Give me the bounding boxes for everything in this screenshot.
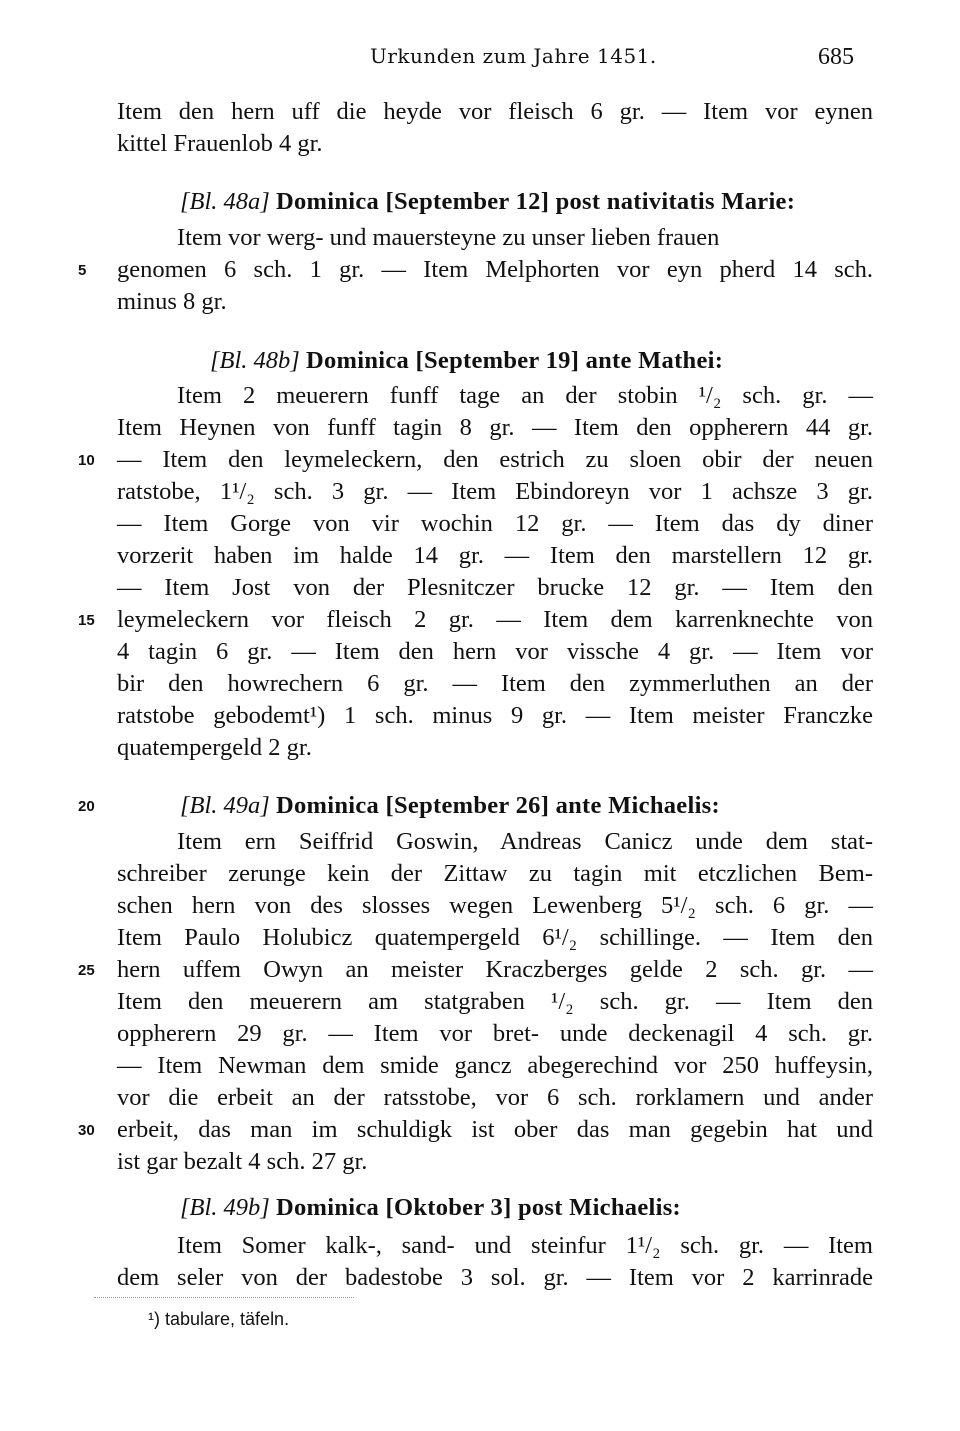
text-line: — Item Jost von der Plesnitczer brucke 12 gr. — Item den <box>117 574 873 601</box>
line-number: 20 <box>78 798 95 815</box>
text-line: hern uffem Owyn an meister Kraczberges gelde 2 sch. gr. — <box>117 956 873 983</box>
text-line: schreiber zerunge kein der Zittaw zu tagin mit etczlichen Bem- <box>117 860 873 887</box>
section-heading <box>210 345 723 377</box>
text-line: genomen 6 sch. 1 gr. — Item Melphorten vor eyn pherd 14 sch. <box>117 256 873 283</box>
line-number: 10 <box>78 452 95 469</box>
running-head: Urkunden zum Jahre 1451. <box>370 44 657 68</box>
text-line: oppherern 29 gr. — Item vor bret- unde deckenagil 4 sch. gr. <box>117 1020 873 1047</box>
text-line: dem seler von der badestobe 3 sol. gr. — Item vor 2 karrinrade <box>117 1264 873 1291</box>
text-line: kittel Frauenlob 4 gr. <box>117 130 323 157</box>
text-line: leymeleckern vor fleisch 2 gr. — Item dem karrenknechte von <box>117 606 873 633</box>
folio-reference: [Bl. 48b] <box>210 347 300 374</box>
folio-reference: [Bl. 49b] <box>180 1194 270 1221</box>
text-line: — Item den leymeleckern, den estrich zu sloen obir der neuen <box>117 446 873 473</box>
page-number: 685 <box>818 44 854 70</box>
section-heading <box>180 1192 681 1224</box>
section-heading <box>180 790 720 822</box>
section-title: Dominica [September 26] ante Michaelis: <box>275 792 720 819</box>
text-line: Item den hern uff die heyde vor fleisch 6 gr. — Item vor eynen <box>117 98 873 125</box>
text-line: — Item Gorge von vir wochin 12 gr. — Item das dy diner <box>117 510 873 537</box>
text-line: ratstobe, 1¹/₂ sch. 3 gr. — Item Ebindoreyn vor 1 achsze 3 gr. <box>117 478 873 505</box>
line-number: 5 <box>78 262 87 279</box>
section-title: Dominica [Oktober 3] post Michaelis: <box>275 1194 682 1221</box>
text-line: Item ern Seiffrid Goswin, Andreas Canicz unde dem stat- <box>177 828 873 855</box>
text-line: vor die erbeit an der ratsstobe, vor 6 sch. rorklamern und ander <box>117 1084 873 1111</box>
folio-reference: [Bl. 49a] <box>180 792 270 819</box>
section-title: Dominica [September 19] ante Mathei: <box>305 347 724 374</box>
text-line: Item den meuerern am statgraben ¹/₂ sch. gr. — Item den <box>117 988 873 1015</box>
text-line: Item vor werg- und mauersteyne zu unser lieben frauen <box>177 224 720 251</box>
text-line: Item 2 meuerern funff tage an der stobin ¹/₂ sch. gr. — <box>177 382 873 409</box>
text-line: ist gar bezalt 4 sch. 27 gr. <box>117 1148 368 1175</box>
line-number: 25 <box>78 962 95 979</box>
section-title: Dominica [September 12] post nativitatis Marie: <box>275 188 796 215</box>
line-number: 15 <box>78 612 95 629</box>
text-line: bir den howrechern 6 gr. — Item den zymmerluthen an der <box>117 670 873 697</box>
footnote: ¹) tabulare, täfeln. <box>148 1309 290 1329</box>
text-line: — Item Newman dem smide gancz abegerechind vor 250 huffeysin, <box>117 1052 873 1079</box>
text-line: Item Heynen von funff tagin 8 gr. — Item den oppherern 44 gr. <box>117 414 873 441</box>
text-line: Item Somer kalk-, sand- und steinfur 1¹/₂ sch. gr. — Item <box>177 1232 873 1259</box>
folio-reference: [Bl. 48a] <box>180 188 270 215</box>
line-number: 30 <box>78 1122 95 1139</box>
text-line: Item Paulo Holubicz quatempergeld 6¹/₂ schillinge. — Item den <box>117 924 873 951</box>
text-line: erbeit, das man im schuldigk ist ober das man gegebin hat und <box>117 1116 873 1143</box>
text-line: 4 tagin 6 gr. — Item den hern vor vissche 4 gr. — Item vor <box>117 638 873 665</box>
text-line: minus 8 gr. <box>117 288 227 315</box>
text-line: quatempergeld 2 gr. <box>117 734 312 761</box>
text-line: ratstobe gebodemt¹) 1 sch. minus 9 gr. — Item meister Franczke <box>117 702 873 729</box>
footnote-divider <box>94 1297 354 1298</box>
section-heading <box>180 186 795 218</box>
text-line: schen hern von des slosses wegen Lewenberg 5¹/₂ sch. 6 gr. — <box>117 892 873 919</box>
text-line: vorzerit haben im halde 14 gr. — Item den marstellern 12 gr. <box>117 542 873 569</box>
